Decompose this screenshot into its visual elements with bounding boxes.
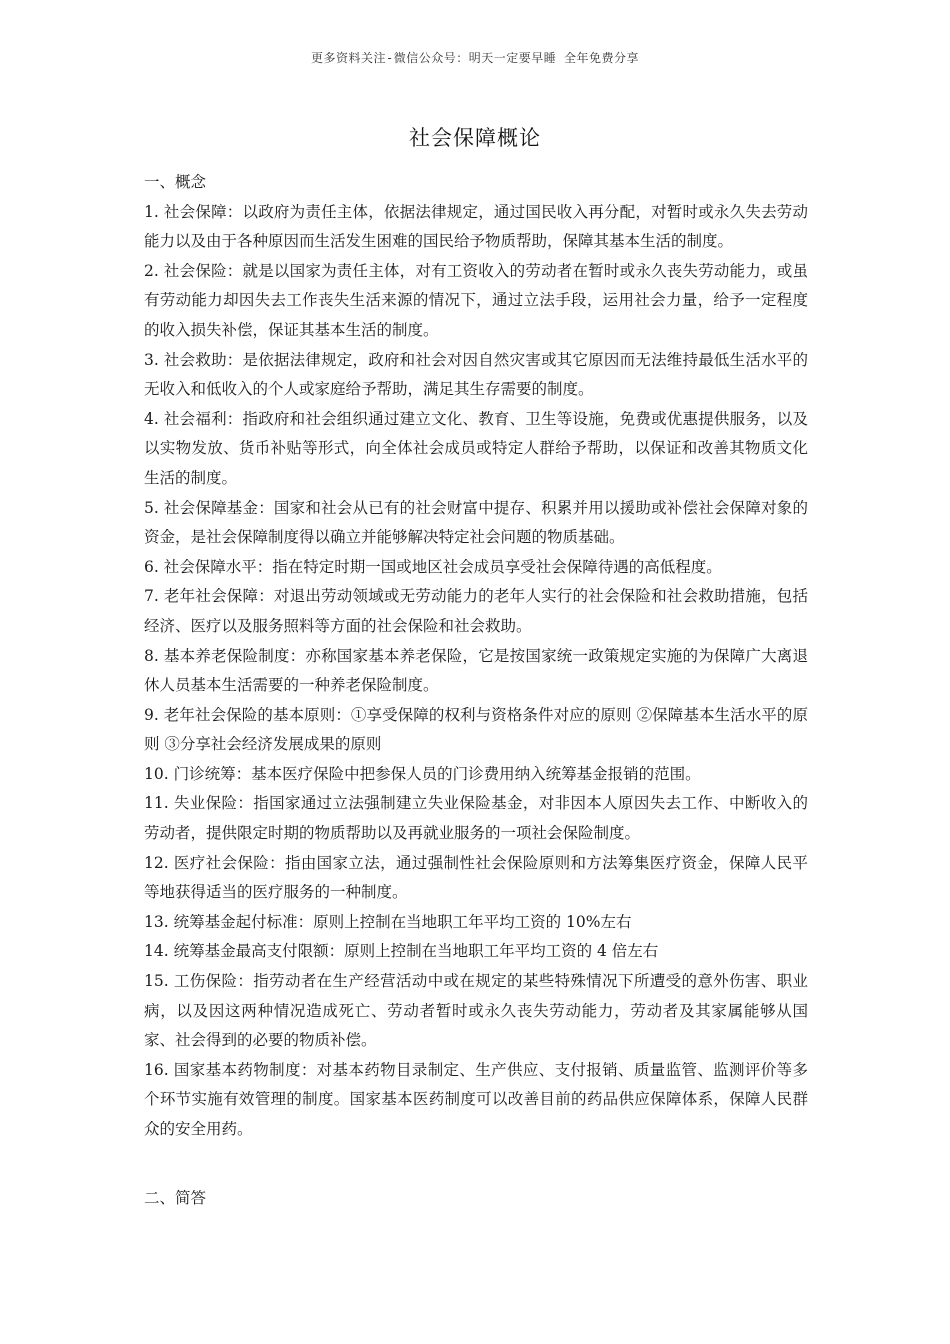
concept-item: 6. 社会保障水平：指在特定时期一国或地区社会成员享受社会保障待遇的高低程度。: [144, 557, 722, 576]
header-note: 更多资料关注-微信公众号：明天一定要早睡 全年免费分享: [311, 51, 639, 65]
concept-item: 1. 社会保障：以政府为责任主体，依据法律规定，通过国民收入再分配，对暂时或永久失去劳动能力以及由于各种原因而生活发生困难的国民给予物质帮助，保障其基本生活的制度。: [144, 202, 808, 251]
section-short-answer: [144, 1184, 206, 1214]
section-heading: 一、概念: [144, 173, 207, 191]
concept-item: 7. 老年社会保障：对退出劳动领域或无劳动能力的老年人实行的社会保险和社会救助措施，包括经济、医疗以及服务照料等方面的社会保险和社会救助。: [144, 587, 808, 635]
page-title: 社会保障概论: [409, 126, 541, 150]
concept-item: 4. 社会福利：指政府和社会组织通过建立文化、教育、卫生等设施，免费或优惠提供服务，以及以实物发放、货币补贴等形式，向全体社会成员或特定人群给予帮助，以保证和改善其物质文化生活的制度。: [144, 409, 808, 487]
concept-item: 2. 社会保险：就是以国家为责任主体，对有工资收入的劳动者在暂时或永久丧失劳动能力，或虽有劳动能力却因失去工作丧失生活来源的情况下，通过立法手段，运用社会力量，给予一定程度的收入损失补偿，保证其基本生活的制度。: [144, 261, 808, 339]
concept-item: 11. 失业保险：指国家通过立法强制建立失业保险基金，对非因本人原因失去工作、中断收入的劳动者，提供限定时期的物质帮助以及再就业服务的一项社会保险制度。: [144, 794, 808, 843]
concept-item: 8. 基本养老保险制度：亦称国家基本养老保险，它是按国家统一政策规定实施的为保障广大离退休人员基本生活需要的一种养老保险制度。: [144, 646, 808, 695]
section-heading: 二、简答: [144, 1189, 207, 1207]
concept-item: 12. 医疗社会保险：指由国家立法，通过强制性社会保险原则和方法筹集医疗资金，保障人民平等地获得适当的医疗服务的一种制度。: [144, 853, 808, 902]
section-concepts: [144, 168, 808, 1145]
concept-item: 5. 社会保障基金：国家和社会从已有的社会财富中提存、积累并用以援助或补偿社会保障对象的资金，是社会保障制度得以确立并能够解决特定社会问题的物质基础。: [144, 498, 808, 547]
concept-item: 13. 统筹基金起付标准：原则上控制在当地职工年平均工资的 10%左右: [144, 912, 632, 931]
concept-item: 15. 工伤保险：指劳动者在生产经营活动中或在规定的某些特殊情况下所遭受的意外伤害、职业病，以及因这两种情况造成死亡、劳动者暂时或永久丧失劳动能力，劳动者及其家属能够从国家、社会得到的必要的物质补偿。: [144, 972, 808, 1050]
concept-item: 9. 老年社会保险的基本原则：①享受保障的权利与资格条件对应的原则 ②保障基本生活水平的原则 ③分享社会经济发展成果的原则: [144, 705, 808, 754]
concept-item: 3. 社会救助：是依据法律规定，政府和社会对因自然灾害或其它原因而无法维持最低生活水平的无收入和低收入的个人或家庭给予帮助，满足其生存需要的制度。: [144, 350, 808, 399]
concept-item: 16. 国家基本药物制度：对基本药物目录制定、生产供应、支付报销、质量监管、监测评价等多个环节实施有效管理的制度。国家基本医药制度可以改善目前的药品供应保障体系，保障人民群众的安全用药。: [144, 1060, 808, 1138]
concept-item: 14. 统筹基金最高支付限额：原则上控制在当地职工年平均工资的 4 倍左右: [144, 942, 659, 961]
concept-item: 10. 门诊统筹：基本医疗保险中把参保人员的门诊费用纳入统筹基金报销的范围。: [144, 764, 701, 783]
